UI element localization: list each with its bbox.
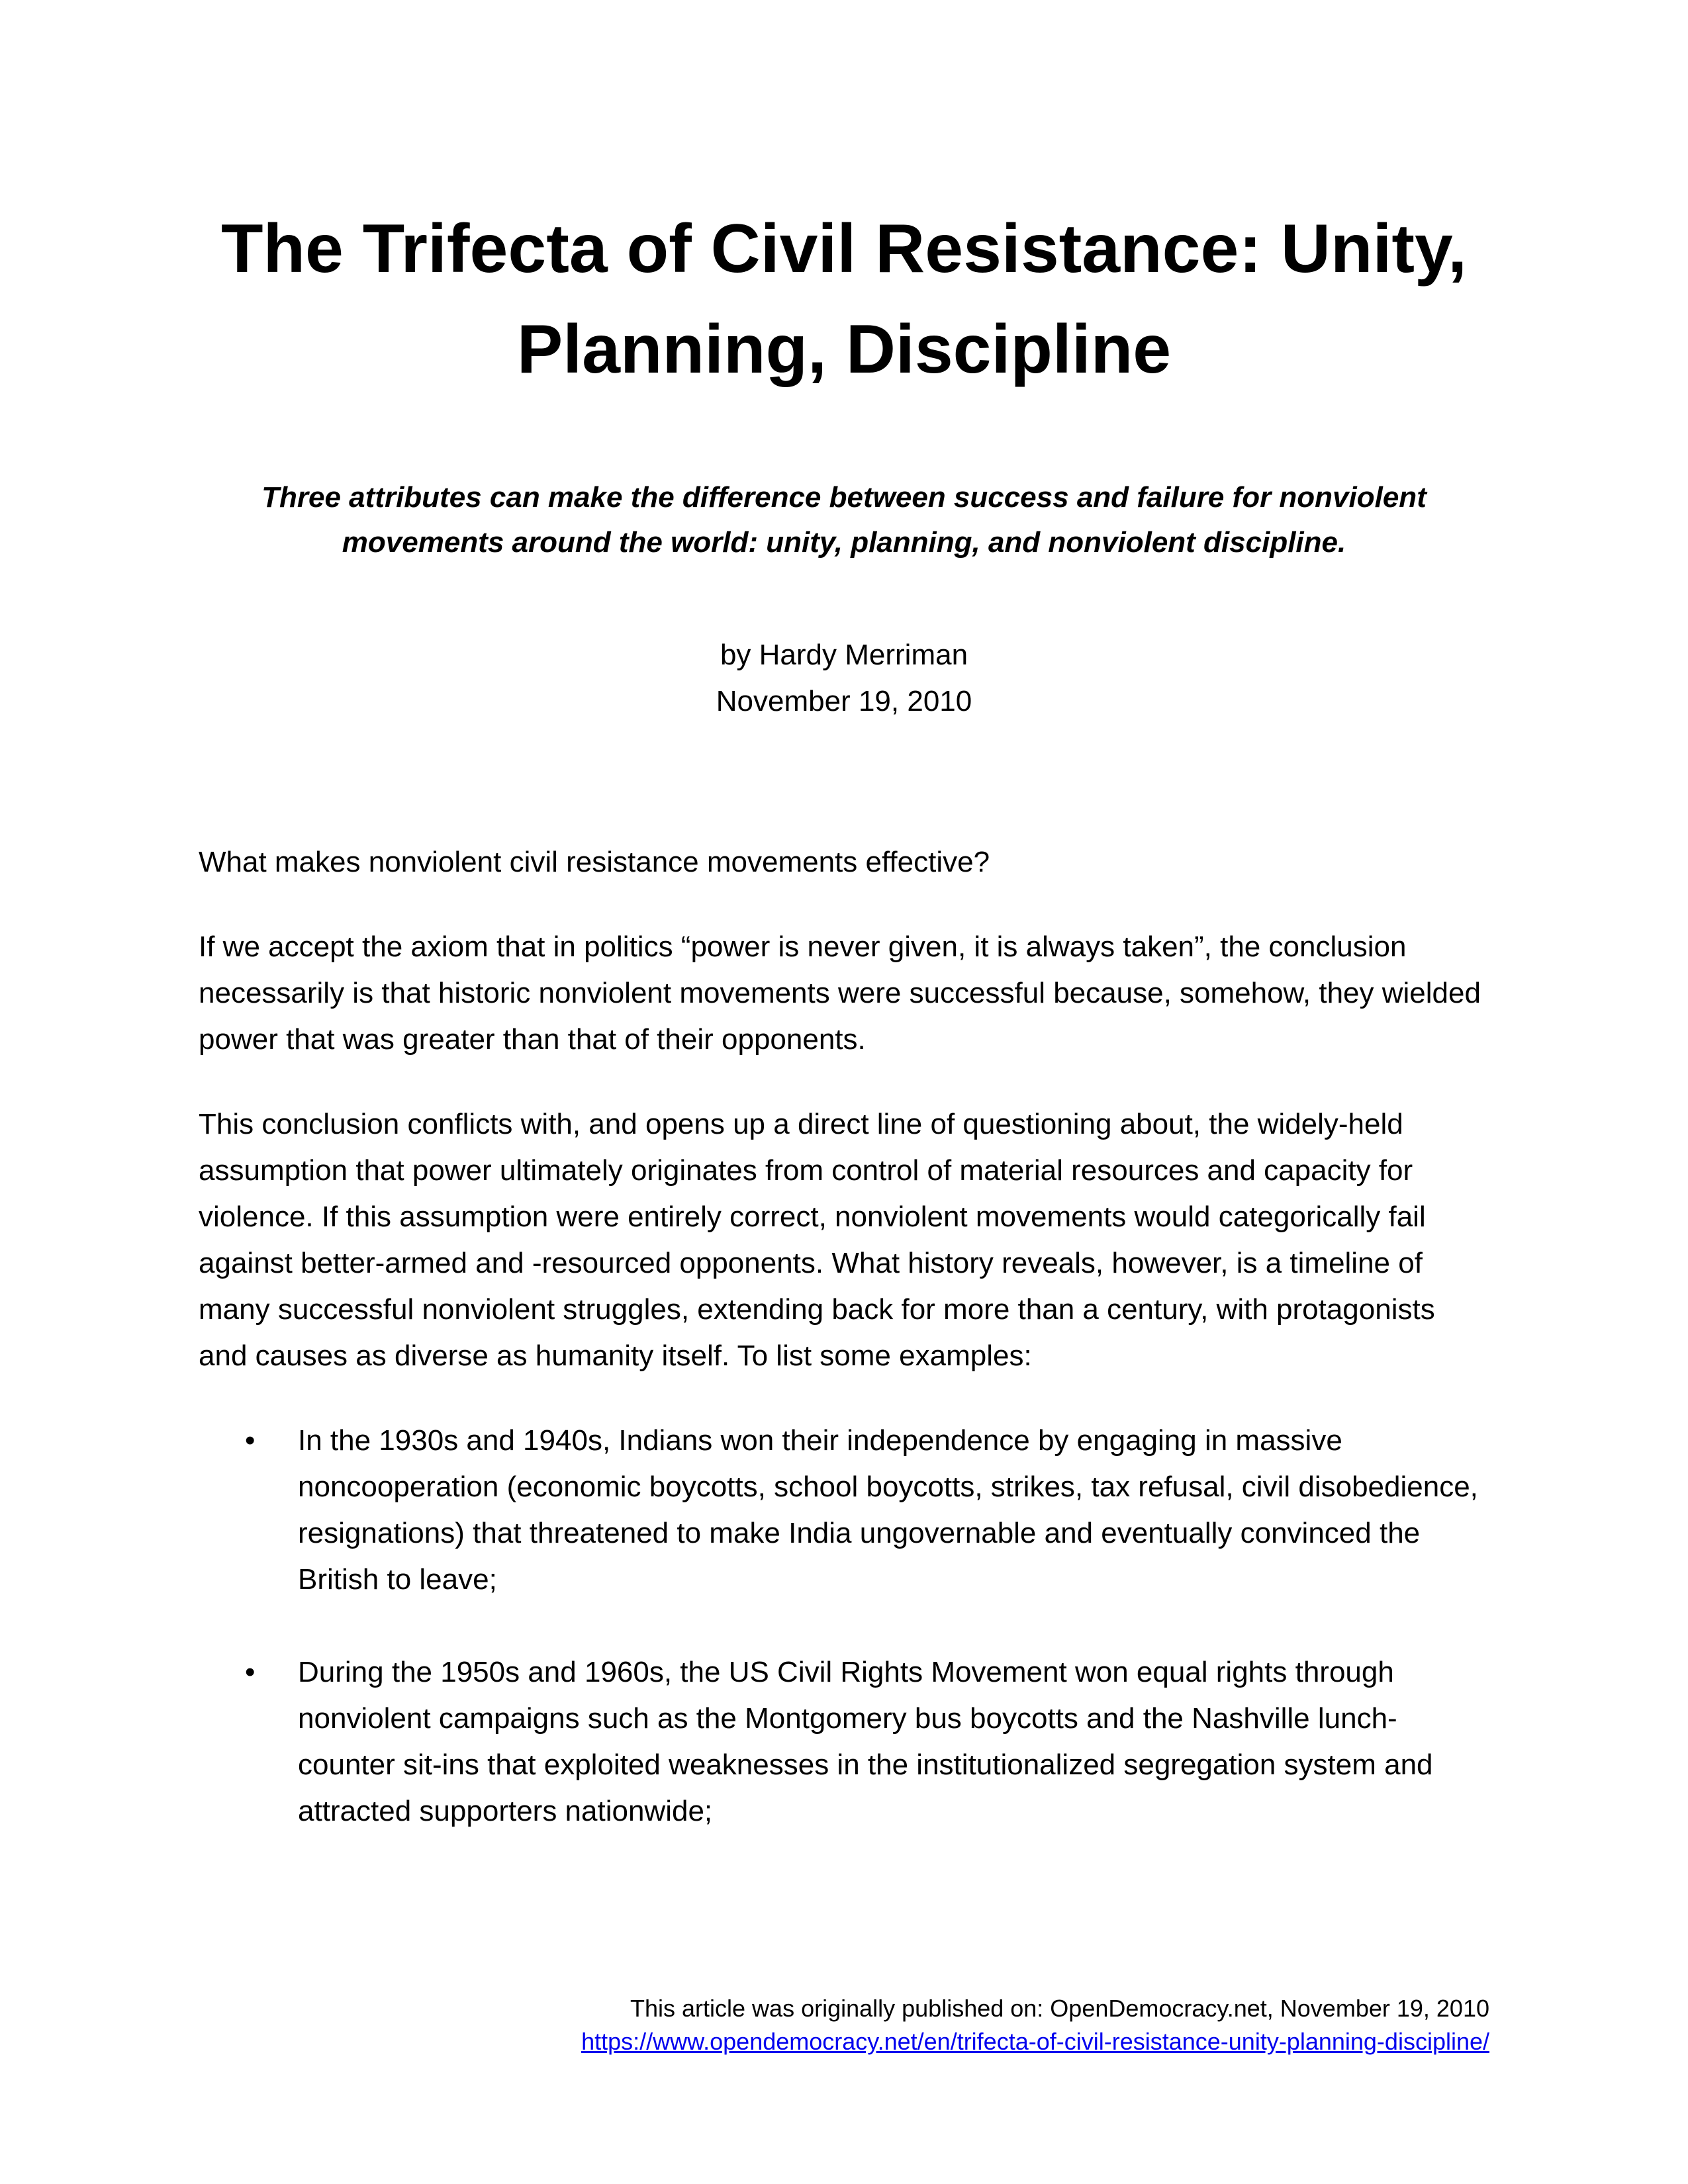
list-item bbox=[199, 1418, 1489, 1603]
examples-list bbox=[199, 1418, 1489, 1835]
publish-date: November 19, 2010 bbox=[716, 685, 972, 717]
source-link[interactable]: https://www.opendemocracy.net/en/trifecta-of-civil-resistance-unity-planning-discipline/ bbox=[581, 2028, 1489, 2055]
document-subtitle: Three attributes can make the difference between success and failure for nonviolent movements around the world: unity, planning, and nonviolent discipline. bbox=[261, 481, 1427, 559]
bullet-icon: • bbox=[245, 1656, 256, 1688]
publication-note: This article was originally published on: OpenDemocracy.net, November 19, 2010 bbox=[630, 1995, 1489, 2022]
paragraph: What makes nonviolent civil resistance movements effective? bbox=[199, 846, 990, 878]
list-item bbox=[199, 1649, 1489, 1835]
footer bbox=[199, 1992, 1489, 2058]
byline bbox=[199, 632, 1489, 725]
article-body bbox=[199, 839, 1489, 1881]
paragraph: If we accept the axiom that in politics “power is never given, it is always taken”, the conclusion necessarily is that historic nonviolent movements were successful because, somehow, they wielded power that was greater than that of their opponents. bbox=[199, 931, 1481, 1056]
paragraph: This conclusion conflicts with, and opens up a direct line of questioning about, the widely-held assumption that power ultimately originates from control of material resources and capacity for violence. If this assumption were entirely correct, nonviolent movements would categorically fail against better-armed and -resourced opponents. What history reveals, however, is a timeline of many successful nonviolent struggles, extending back for more than a century, with protagonists and causes as diverse as humanity itself. To list some examples: bbox=[199, 1108, 1435, 1372]
bullet-icon: • bbox=[245, 1424, 256, 1457]
list-item-text: In the 1930s and 1940s, Indians won their independence by engaging in massive noncooperation (economic boycotts, school boycotts, strikes, tax refusal, civil disobedience, resignations) that threatened to make India ungovernable and eventually convinced the British to leave; bbox=[298, 1424, 1478, 1596]
list-item-text: During the 1950s and 1960s, the US Civil Rights Movement won equal rights through nonviolent campaigns such as the Montgomery bus boycotts and the Nashville lunch-counter sit-ins that exploited weaknesses in the institutionalized segregation system and attracted supporters nationwide; bbox=[298, 1656, 1433, 1827]
document-title: The Trifecta of Civil Resistance: Unity, Planning, Discipline bbox=[220, 210, 1468, 388]
author: by Hardy Merriman bbox=[720, 639, 968, 671]
